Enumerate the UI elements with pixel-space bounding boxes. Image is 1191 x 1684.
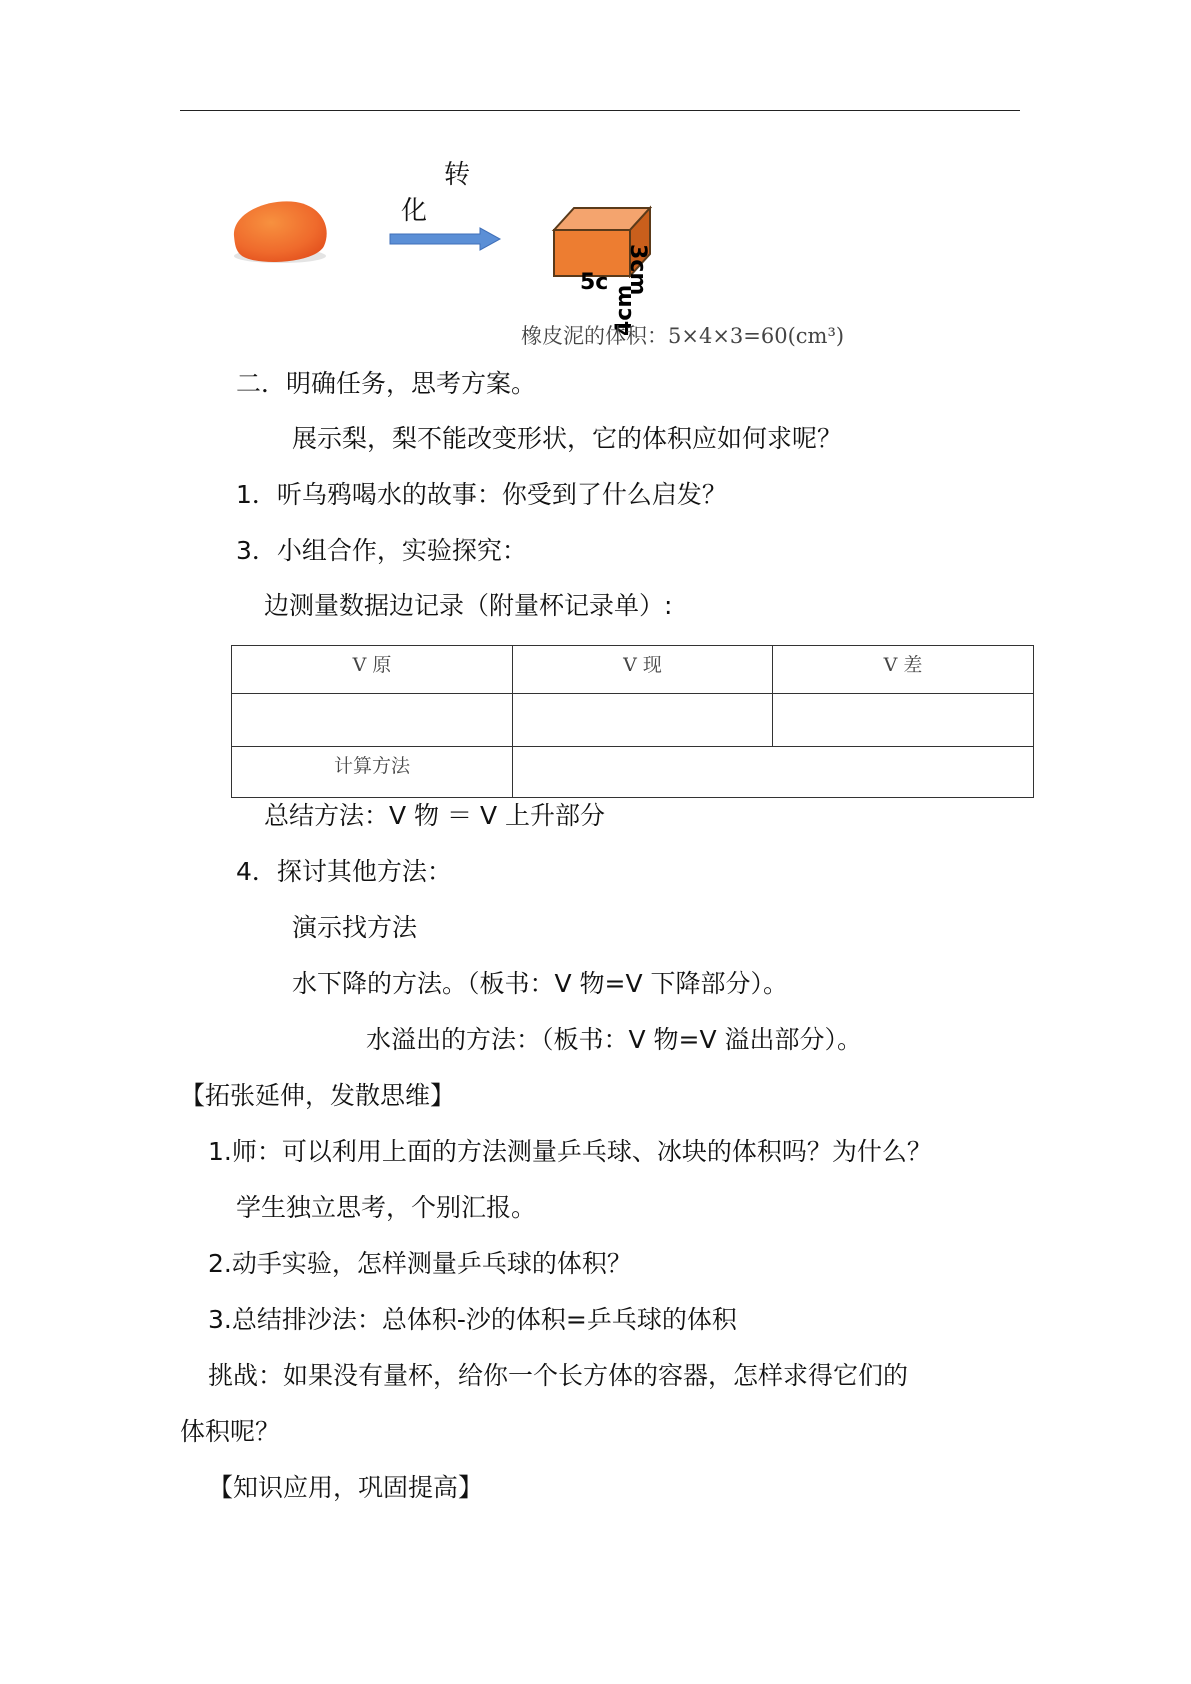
arrow-label-bottom: 化: [401, 196, 428, 226]
extend-heading: 【拓张延伸，发散思维】: [180, 1081, 456, 1110]
record-intro: 边测量数据边记录（附量杯记录单）:: [264, 591, 673, 620]
header-rule: [180, 110, 1020, 111]
challenge-line-2: 体积呢？: [180, 1417, 281, 1446]
extension-1: 1.师：可以利用上面的方法测量乒乓球、冰块的体积吗？为什么？: [208, 1137, 932, 1166]
cell-v-difference: [773, 694, 1034, 746]
table-row: [232, 746, 1034, 797]
challenge-line-1: 挑战：如果没有量杯，给你一个长方体的容器，怎样求得它们的: [208, 1361, 909, 1390]
demo-line: 演示找方法: [292, 913, 418, 942]
cube-dim-front: 5c: [580, 270, 609, 295]
extension-3: 3.总结排沙法：总体积-沙的体积=乒乓球的体积: [208, 1305, 737, 1334]
clay-egg-icon: [226, 196, 334, 270]
transform-arrow-icon: [388, 226, 502, 252]
apply-heading: 【知识应用，巩固提高】: [208, 1473, 484, 1502]
item-4: 4．探讨其他方法：: [236, 857, 452, 886]
table-row: [232, 694, 1034, 746]
extension-2: 2.动手实验，怎样测量乒乓球的体积？: [208, 1249, 632, 1278]
header-v-original: V 原: [232, 646, 513, 694]
cube-dim-height: 3cm: [625, 244, 650, 296]
cube-dim-depth: 4cm: [612, 284, 637, 336]
method-value: [513, 746, 1034, 797]
cell-v-current: [513, 694, 773, 746]
item-3: 3．小组合作，实验探究：: [236, 536, 527, 565]
extension-1-follow: 学生独立思考，个别汇报。: [236, 1193, 537, 1222]
method-label: 计算方法: [232, 746, 513, 797]
arrow-label-top: 转: [444, 160, 471, 190]
measurement-record-table: [231, 645, 1034, 798]
header-v-difference: V 差: [773, 646, 1034, 694]
water-drop-method: 水下降的方法。（板书：V 物=V 下降部分）。: [292, 969, 789, 998]
pear-question: 展示梨，梨不能改变形状，它的体积应如何求呢？: [292, 424, 843, 453]
summary-method: 总结方法：V 物 ＝ V 上升部分: [264, 801, 605, 830]
water-overflow-method: 水溢出的方法：（板书：V 物=V 溢出部分）。: [366, 1025, 863, 1054]
figure-caption: 橡皮泥的体积：5×4×3=60(cm³): [521, 324, 845, 348]
section2-heading: 二．明确任务，思考方案。: [236, 369, 537, 398]
table-row: [232, 646, 1034, 694]
header-v-current: V 现: [513, 646, 773, 694]
item-1: 1．听乌鸦喝水的故事：你受到了什么启发？: [236, 480, 727, 509]
cell-v-original: [232, 694, 513, 746]
